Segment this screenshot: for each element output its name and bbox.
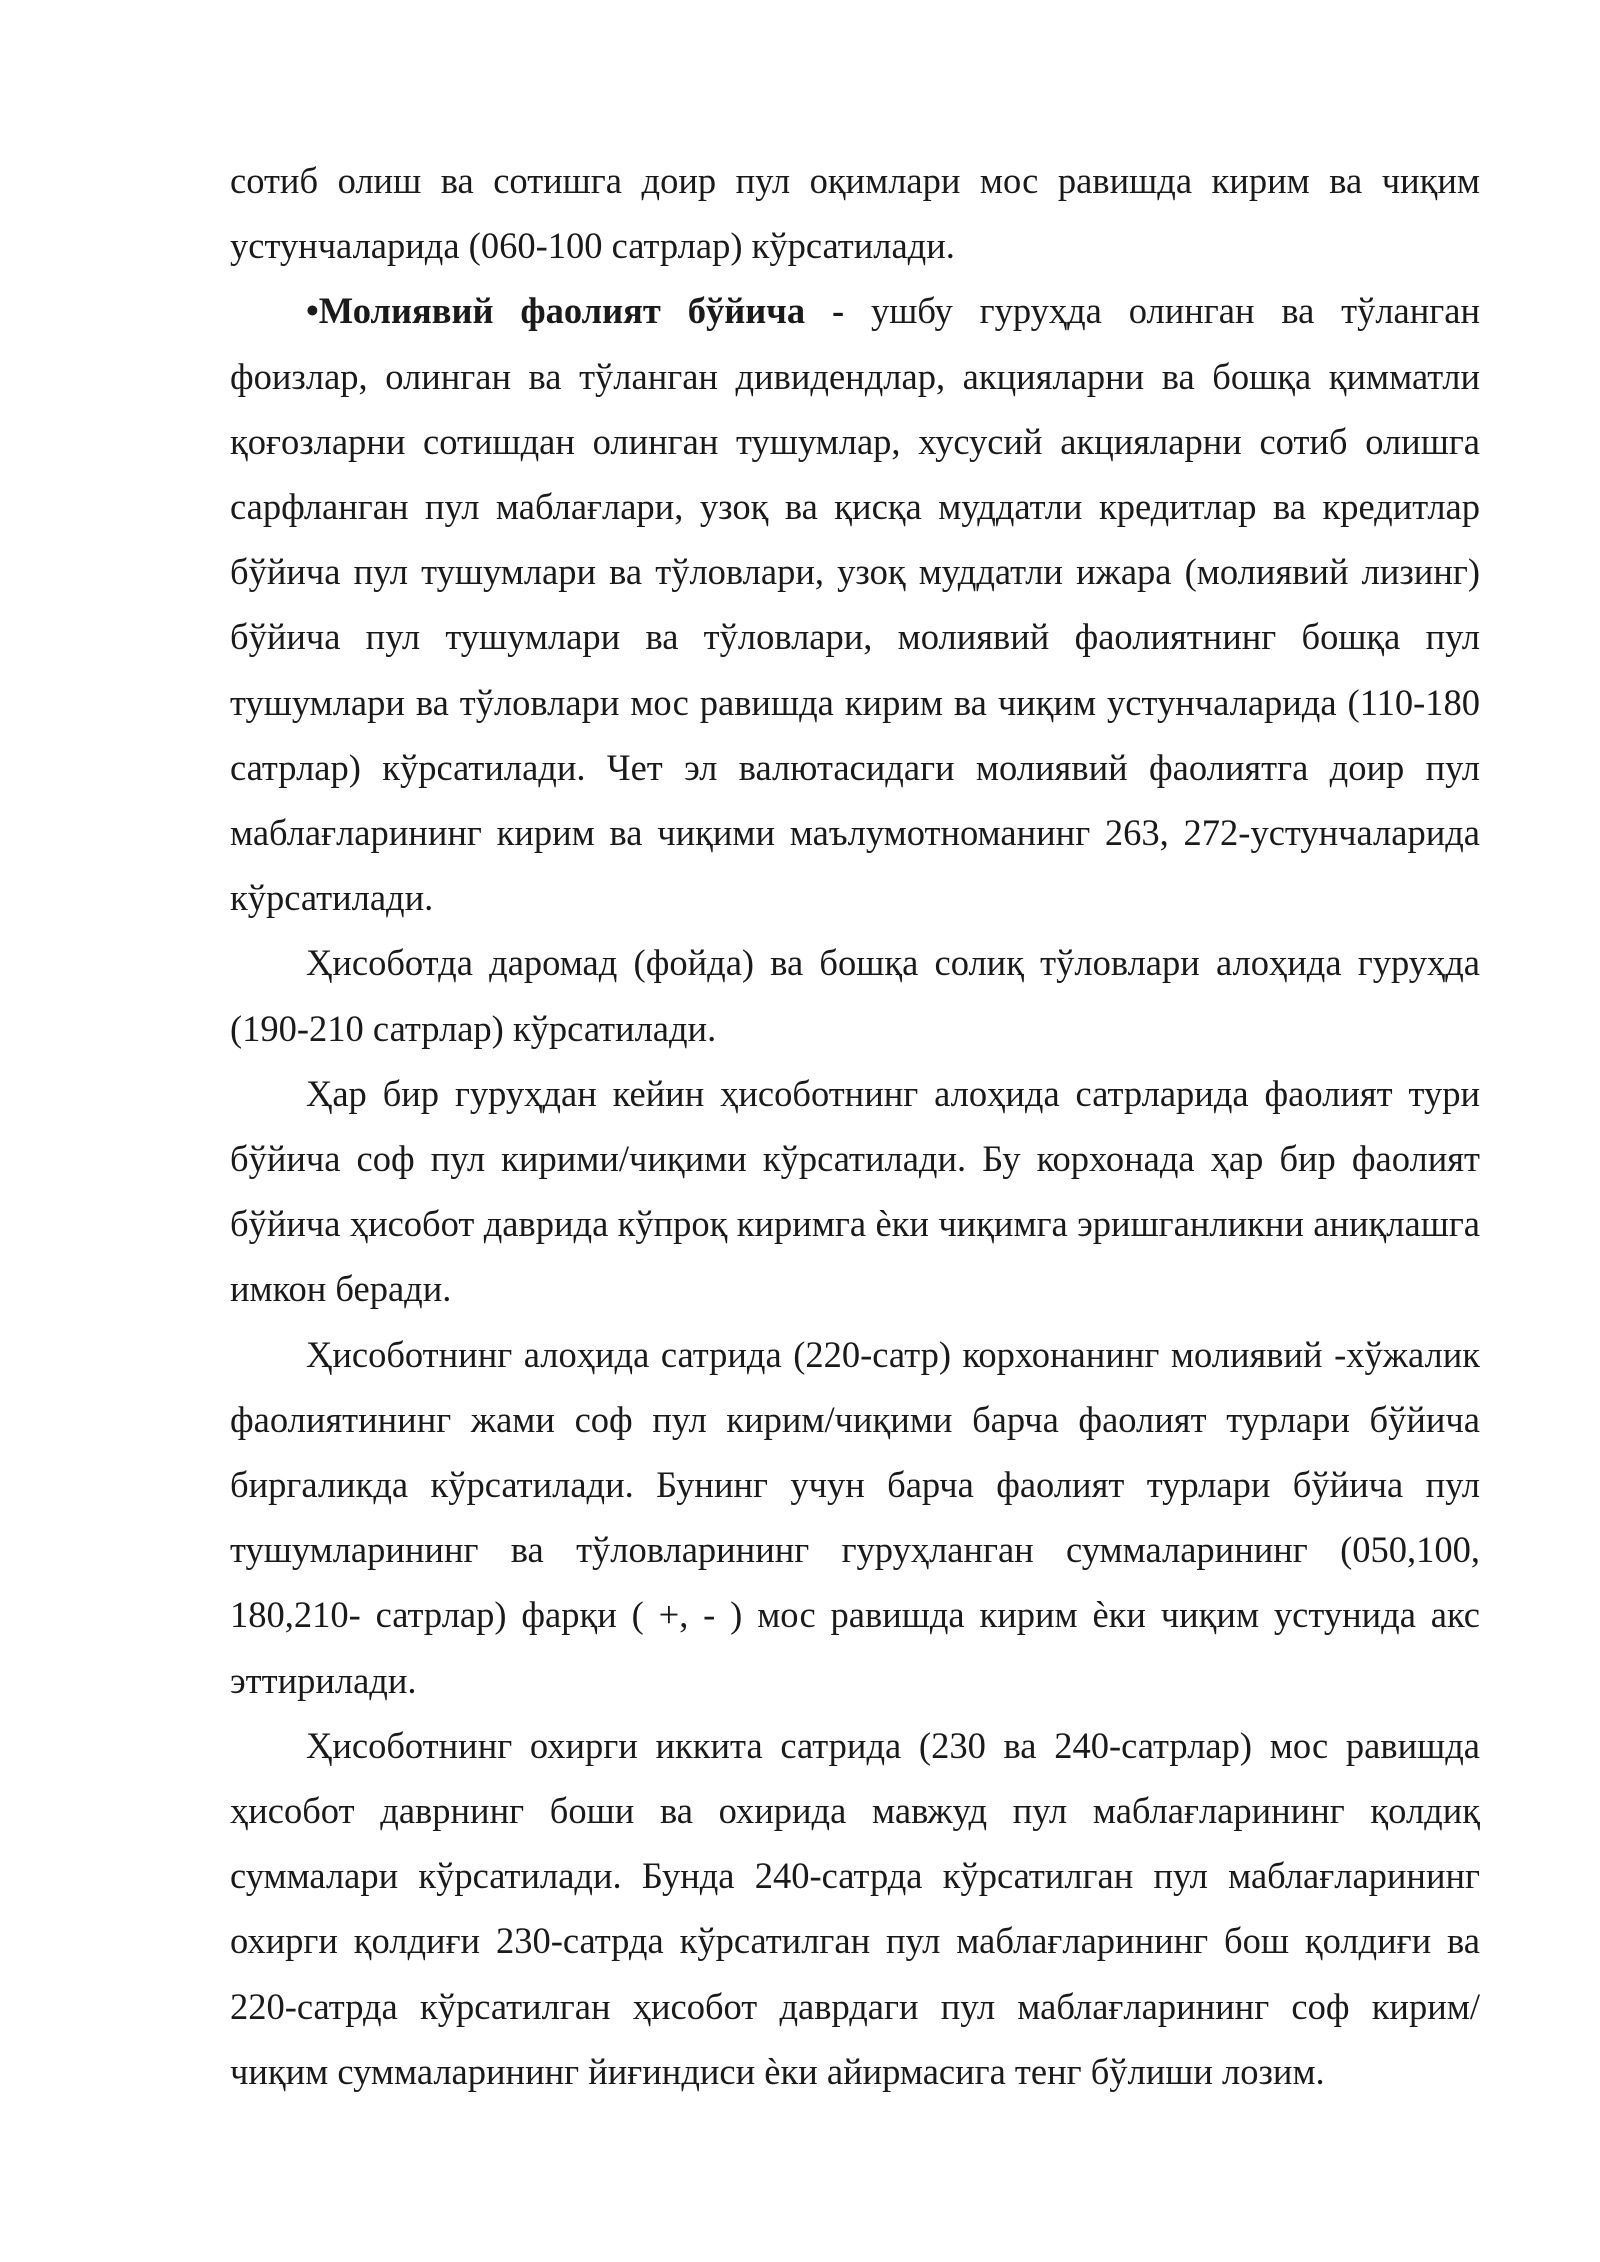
paragraph-closing-balance xyxy=(230,1713,1480,2104)
paragraph-continuation xyxy=(230,148,1480,278)
bold-lead-term: Молиявий фаолият бўйича - xyxy=(318,290,845,332)
paragraph-text: Ҳисоботда даромад (фойда) ва бошқа солиқ тўловлари алоҳида гуруҳда (190-210 сатрлар) кўрсатилади. xyxy=(230,942,1480,1049)
paragraph-text: Ҳисоботнинг охирги иккита сатрида (230 ва 240-сатрлар) мос равишда ҳисобот даврнинг боши ва охирида мавжуд пул маблағларининг қолдиқ суммалари кўрсатилади. Бунда 240-сатрда кўрсатилган пул маблағларининг охирги қолдиғи 230-сатрда кўрсатилган пул маблағларининг бош қолдиғи ва 220-сатрда кўрсатилган ҳисобот даврдаги пул маблағларининг соф кирим/чиқим суммаларининг йиғиндиси ѐки айирмасига тенг бўлиши лозим. xyxy=(230,1724,1480,2092)
paragraph-total-net-cash xyxy=(230,1322,1480,1713)
paragraph-net-cash-by-group xyxy=(230,1061,1480,1322)
paragraph-text: сотиб олиш ва сотишга доир пул оқимлари мос равишда кирим ва чиқим устунчаларида (060-100 сатрлар) кўрсатилади. xyxy=(230,160,1480,267)
document-body xyxy=(230,148,1480,2104)
paragraph-financial-activity xyxy=(230,278,1480,930)
paragraph-text: Ҳар бир гуруҳдан кейин ҳисоботнинг алоҳида сатрларида фаолият тури бўйича соф пул кирими/чиқими кўрсатилади. Бу корхонада ҳар бир фаолият бўйича ҳисобот даврида кўпроқ киримга ѐки чиқимга эришганликни аниқлашга имкон беради. xyxy=(230,1072,1480,1310)
paragraph-income-tax xyxy=(230,930,1480,1060)
bullet-marker: • xyxy=(306,290,319,332)
paragraph-text: Ҳисоботнинг алоҳида сатрида (220-сатр) корхонанинг молиявий -хўжалик фаолиятининг жами соф пул кирим/чиқими барча фаолият турлари бўйича биргаликда кўрсатилади. Бунинг учун барча фаолият турлари бўйича пул тушумларининг ва тўловларининг гуруҳланган суммаларининг (050,100, 180,210- сатрлар) фарқи ( +, - ) мос равишда кирим ѐки чиқим устунида акс эттирилади. xyxy=(230,1333,1480,1701)
paragraph-text: ушбу гуруҳда олинган ва тўланган фоизлар, олинган ва тўланган дивидендлар, акцияларни ва бошқа қимматли қоғозларни сотишдан олинган тушумлар, хусусий акцияларни сотиб олишга сарфланган пул маблағлари, узоқ ва қисқа муддатли кредитлар ва кредитлар бўйича пул тушумлари ва тўловлари, узоқ муддатли ижара (молиявий лизинг) бўйича пул тушумлари ва тўловлари, молиявий фаолиятнинг бошқа пул тушумлари ва тўловлари мос равишда кирим ва чиқим устунчаларида (110-180 сатрлар) кўрсатилади. Чет эл валютасидаги молиявий фаолиятга доир пул маблағларининг кирим ва чиқими маълумотноманинг 263, 272-устунчаларида кўрсатилади. xyxy=(230,290,1481,919)
